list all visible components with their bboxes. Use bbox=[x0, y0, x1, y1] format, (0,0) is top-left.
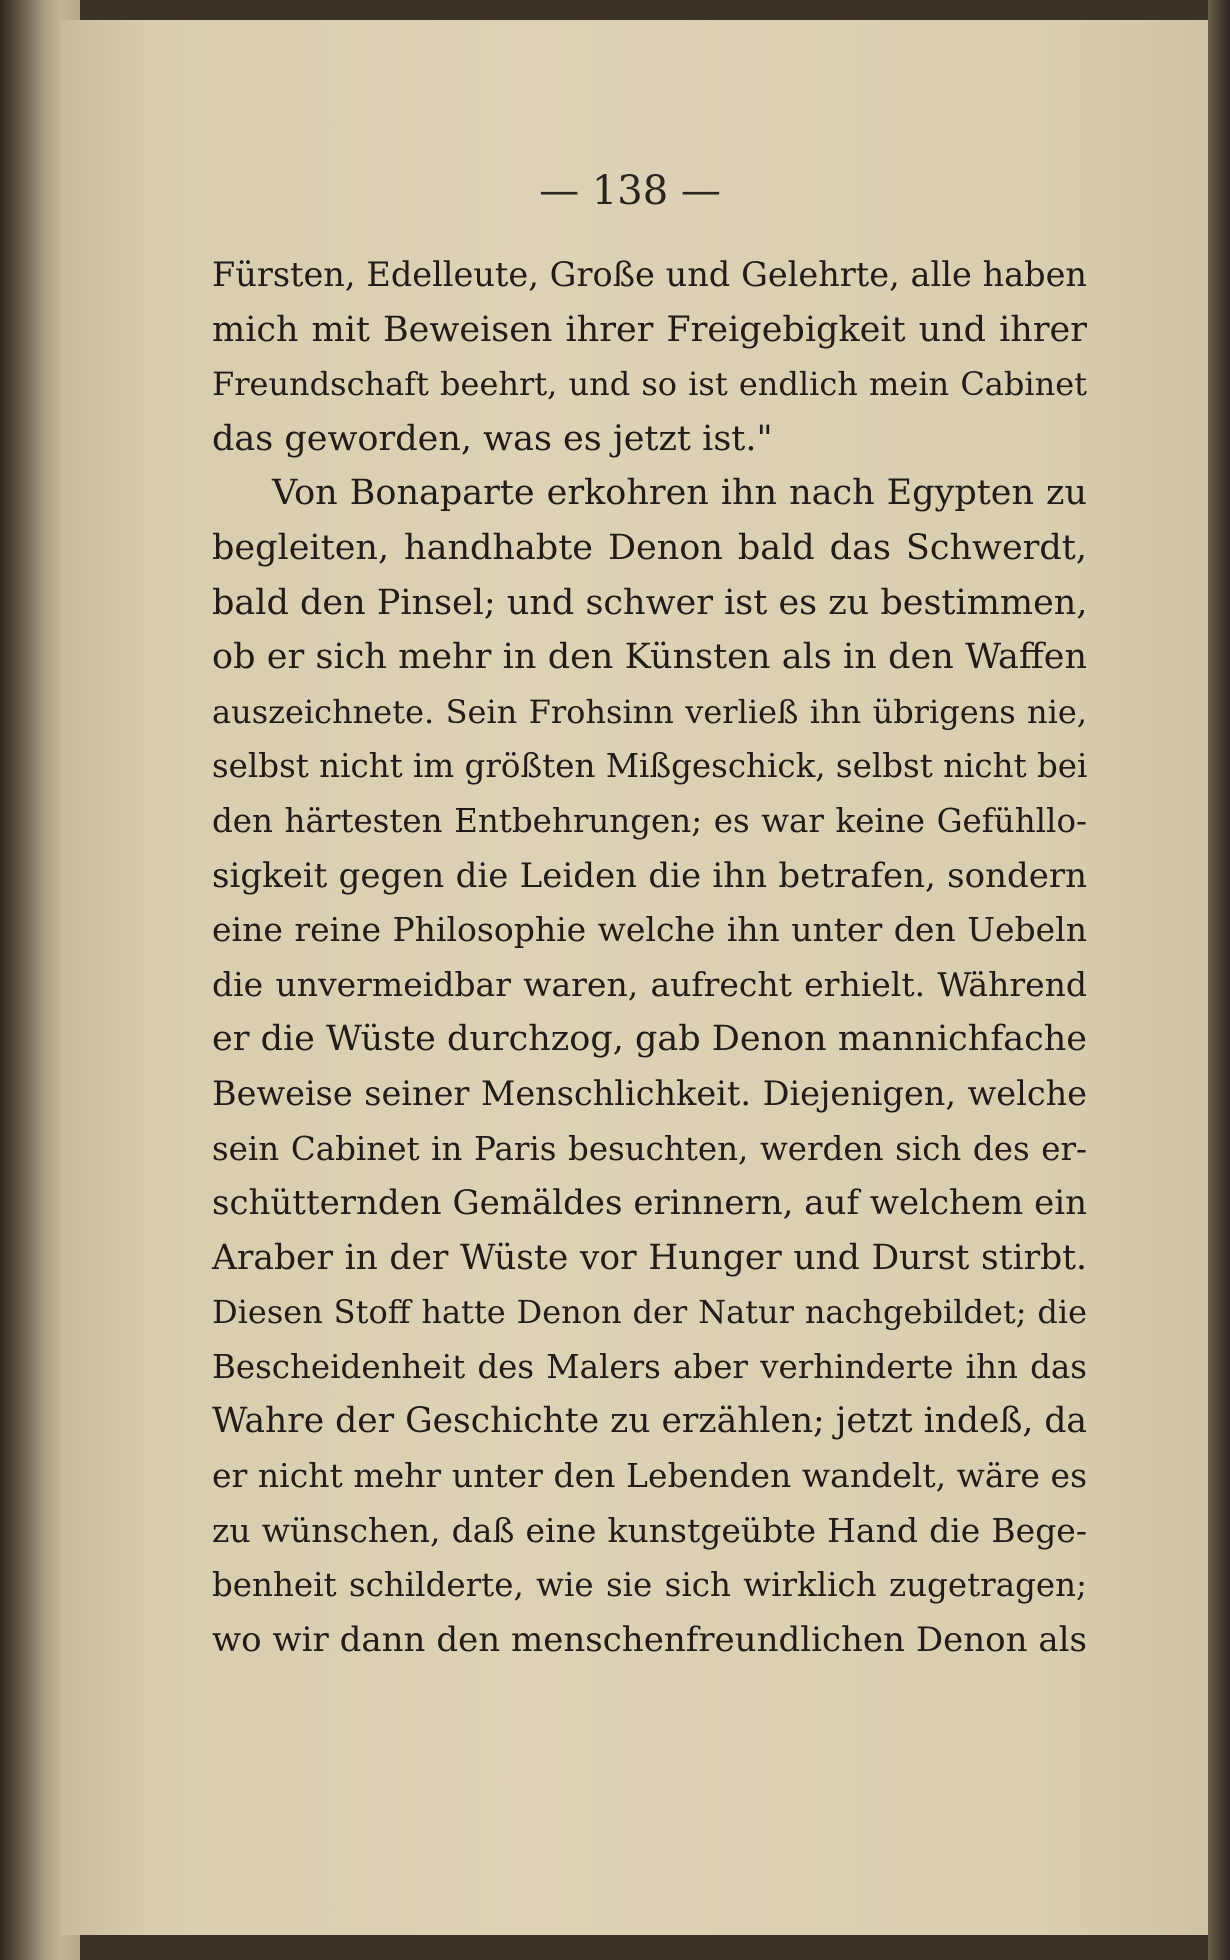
text-line: Araber in der Wüste vor Hunger und Durst stirbt. bbox=[212, 1237, 1087, 1278]
text-line: er nicht mehr unter den Lebenden wandelt, wäre es bbox=[212, 1456, 1087, 1496]
page-number: — 138 — bbox=[539, 168, 721, 214]
text-line: auszeichnete. Sein Frohsinn verließ ihn übrigens nie, bbox=[212, 692, 1087, 731]
text-line: den härtesten Entbehrungen; es war keine Gefühllo- bbox=[212, 801, 1087, 840]
text-line: begleiten, handhabte Denon bald das Schwerdt, bbox=[212, 527, 1087, 568]
text-line: selbst nicht im größten Mißgeschick, selbst nicht bei bbox=[212, 747, 1088, 786]
text-line: sigkeit gegen die Leiden die ihn betrafen, sondern bbox=[212, 855, 1087, 896]
text-line: zu wünschen, daß eine kunstgeübte Hand die Bege- bbox=[212, 1510, 1087, 1550]
text-line: ob er sich mehr in den Künsten als in den Waffen bbox=[212, 637, 1087, 678]
page-body-text bbox=[212, 248, 1087, 1667]
text-line: Von Bonaparte erkohren ihn nach Egypten zu bbox=[272, 473, 1087, 514]
text-line: schütternden Gemäldes erinnern, auf welchem ein bbox=[212, 1183, 1087, 1224]
text-line: Wahre der Geschichte zu erzählen; jetzt indeß, da bbox=[212, 1401, 1087, 1442]
text-line: wo wir dann den menschenfreundlichen Denon als bbox=[212, 1619, 1087, 1660]
text-line: bald den Pinsel; und schwer ist es zu bestimmen, bbox=[212, 582, 1088, 623]
text-line: er die Wüste durchzog, gab Denon mannichfache bbox=[212, 1019, 1087, 1060]
page-right-edge bbox=[1208, 0, 1230, 1960]
text-line: Diesen Stoff hatte Denon der Natur nachgebildet; die bbox=[212, 1293, 1087, 1332]
text-line: benheit schilderte, wie sie sich wirklich zugetragen; bbox=[212, 1566, 1087, 1605]
text-line: Freundschaft beehrt, und so ist endlich mein Cabinet bbox=[212, 365, 1087, 404]
text-line: mich mit Beweisen ihrer Freigebigkeit und ihrer bbox=[212, 309, 1087, 350]
text-line: Beweise seiner Menschlichkeit. Diejenigen, welche bbox=[212, 1073, 1087, 1113]
text-line: die unvermeidbar waren, aufrecht erhielt. Während bbox=[212, 964, 1087, 1004]
text-line: das geworden, was es jetzt ist." bbox=[212, 418, 773, 459]
text-line: sein Cabinet in Paris besuchten, werden sich des er- bbox=[212, 1129, 1087, 1168]
text-line: Fürsten, Edelleute, Große und Gelehrte, alle haben bbox=[212, 255, 1087, 294]
text-line: Bescheidenheit des Malers aber verhinderte ihn das bbox=[212, 1347, 1087, 1386]
text-line: eine reine Philosophie welche ihn unter den Uebeln bbox=[212, 910, 1087, 950]
